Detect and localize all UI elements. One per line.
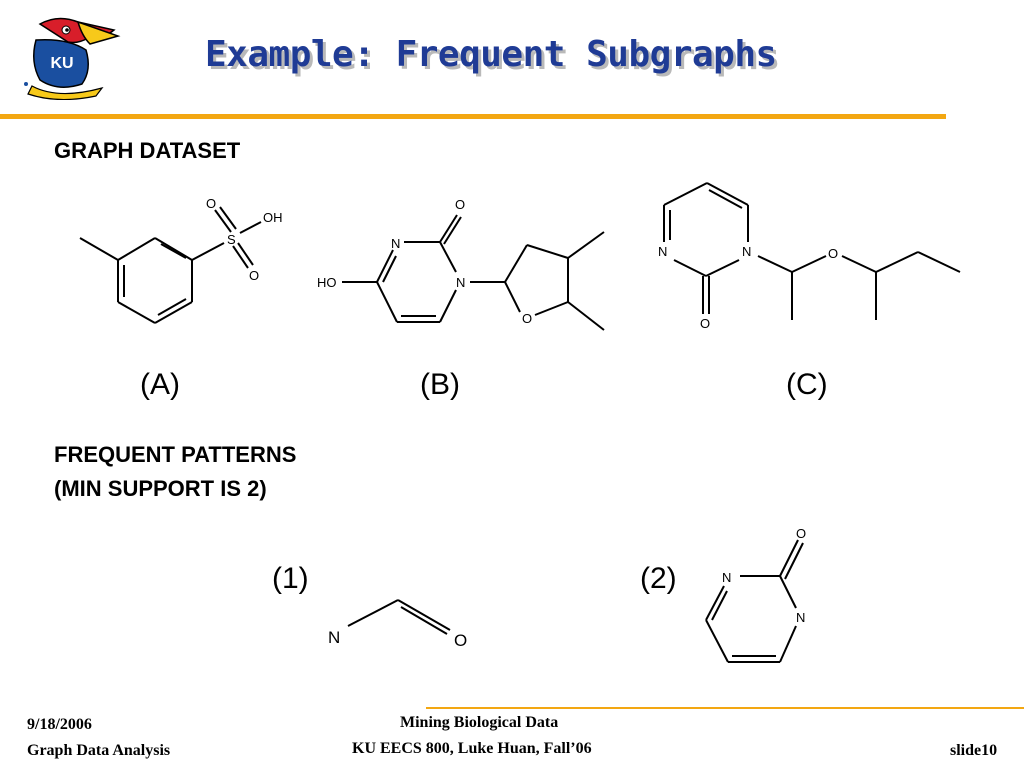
atom-oh: OH — [263, 210, 283, 225]
atom-s: S — [227, 232, 236, 247]
footer-course-line2: KU EECS 800, Luke Huan, Fall’06 — [352, 740, 592, 757]
footer-divider — [426, 707, 1024, 709]
patterns-heading-line2: (MIN SUPPORT IS 2) — [54, 476, 267, 501]
atom-o-bottom: O — [249, 268, 260, 283]
pattern-1-label: (1) — [272, 562, 309, 595]
molecule-c-label: (C) — [786, 368, 828, 401]
atom-n-right: N — [456, 275, 466, 290]
atom-o: O — [796, 526, 807, 541]
atom-n-left: N — [658, 244, 668, 259]
slide-title: Example: Frequent Subgraphs — [205, 34, 777, 75]
atom-o: O — [455, 197, 466, 212]
atom-o-carbonyl: O — [700, 316, 711, 331]
patterns-heading-line1: FREQUENT PATTERNS — [54, 442, 297, 467]
atom-o-ether: O — [828, 246, 839, 261]
atom-o-ring: O — [522, 311, 533, 326]
dataset-heading: GRAPH DATASET — [54, 138, 241, 163]
molecule-b-label: (B) — [420, 368, 460, 401]
atom-ho: HO — [317, 275, 337, 290]
atom-o-top: O — [206, 196, 217, 211]
atom-n-left: N — [722, 570, 732, 585]
slide-number: slide10 — [950, 742, 998, 759]
footer-topic: Graph Data Analysis — [27, 742, 171, 759]
atom-n-top: N — [391, 236, 401, 251]
logo-text: KU — [50, 55, 74, 72]
atom-o: O — [454, 631, 468, 650]
footer-date: 9/18/2006 — [27, 716, 92, 733]
atom-n: N — [328, 628, 341, 647]
atom-n-right: N — [742, 244, 752, 259]
atom-n-right: N — [796, 610, 806, 625]
molecule-a-label: (A) — [140, 368, 180, 401]
pattern-2-label: (2) — [640, 562, 677, 595]
footer-course-line1: Mining Biological Data — [400, 714, 559, 731]
